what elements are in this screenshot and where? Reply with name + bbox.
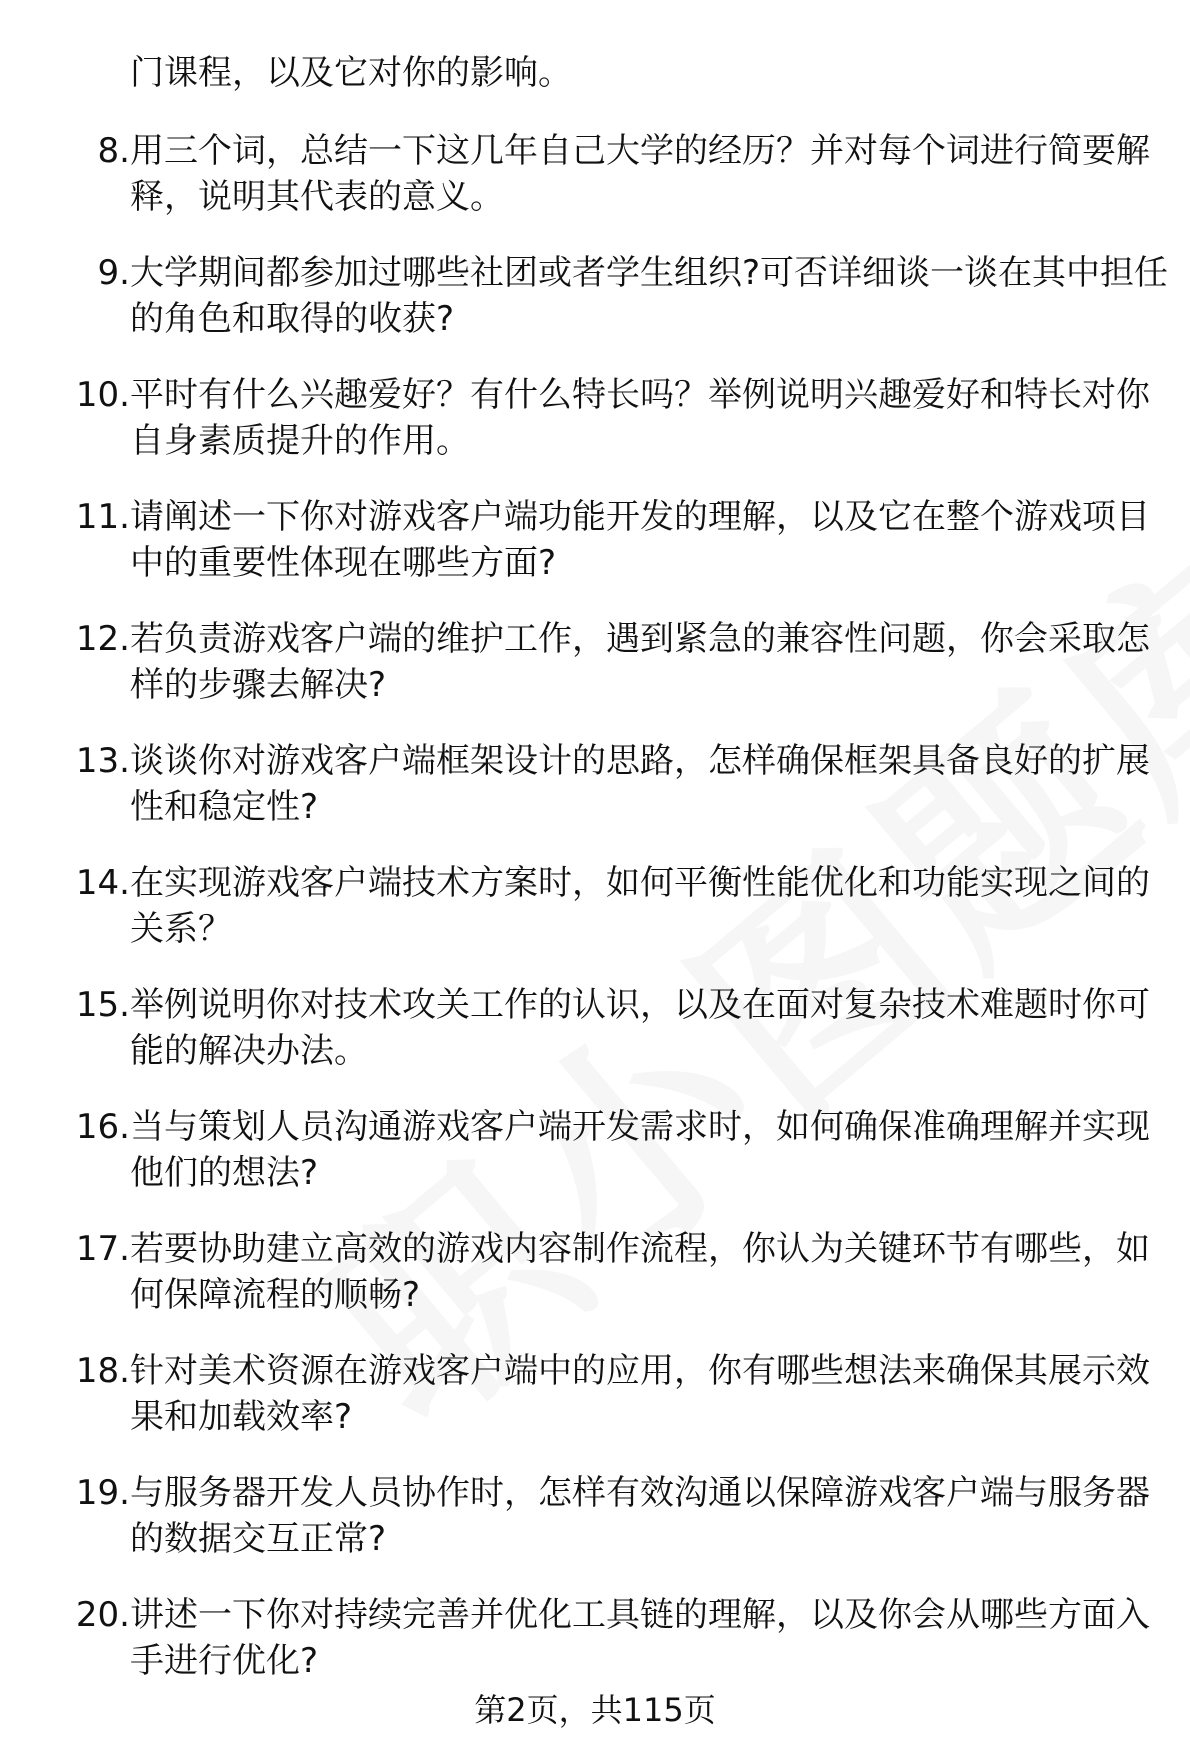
question-item xyxy=(0,738,1190,860)
question-number: 18. xyxy=(75,1351,130,1391)
question-item xyxy=(0,982,1190,1104)
question-text: 若负责游戏客户端的维护工作，遇到紧急的兼容性问题，你会采取怎样的步骤去解决? xyxy=(130,619,1150,705)
question-number: 14. xyxy=(75,863,130,903)
question-number: 12. xyxy=(75,619,130,659)
question-item xyxy=(0,1470,1190,1592)
question-item xyxy=(0,1348,1190,1470)
question-number: 19. xyxy=(75,1473,130,1513)
question-number: 9. xyxy=(97,253,130,293)
question-item xyxy=(0,250,1190,372)
question-item xyxy=(0,616,1190,738)
question-text: 请阐述一下你对游戏客户端功能开发的理解，以及它在整个游戏项目中的重要性体现在哪些方面? xyxy=(130,497,1150,583)
question-item xyxy=(0,1104,1190,1226)
question-text: 与服务器开发人员协作时，怎样有效沟通以保障游戏客户端与服务器的数据交互正常? xyxy=(130,1473,1150,1559)
question-item xyxy=(0,494,1190,616)
question-text: 大学期间都参加过哪些社团或者学生组织?可否详细谈一谈在其中担任的角色和取得的收获? xyxy=(130,253,1169,339)
question-item xyxy=(0,1226,1190,1348)
question-number: 8. xyxy=(97,131,130,171)
page-footer: 第2页，共115页 xyxy=(474,1691,716,1729)
question-number: 17. xyxy=(75,1229,130,1269)
question-number: 10. xyxy=(75,375,130,415)
question-number: 16. xyxy=(75,1107,130,1147)
question-text: 当与策划人员沟通游戏客户端开发需求时，如何确保准确理解并实现他们的想法? xyxy=(130,1107,1150,1193)
question-item xyxy=(0,372,1190,494)
question-text: 平时有什么兴趣爱好？有什么特长吗？举例说明兴趣爱好和特长对你自身素质提升的作用。 xyxy=(130,375,1150,461)
continued-text: 门课程，以及它对你的影响。 xyxy=(130,53,572,93)
question-text: 针对美术资源在游戏客户端中的应用，你有哪些想法来确保其展示效果和加载效率? xyxy=(130,1351,1150,1437)
question-number: 20. xyxy=(75,1595,130,1635)
question-item xyxy=(0,128,1190,250)
question-list xyxy=(0,128,1190,1714)
question-text: 谈谈你对游戏客户端框架设计的思路，怎样确保框架具备良好的扩展性和稳定性? xyxy=(130,741,1150,827)
question-text: 在实现游戏客户端技术方案时，如何平衡性能优化和功能实现之间的关系？ xyxy=(130,863,1150,949)
question-item xyxy=(0,860,1190,982)
question-text: 举例说明你对技术攻关工作的认识，以及在面对复杂技术难题时你可能的解决办法。 xyxy=(130,985,1150,1071)
question-text: 若要协助建立高效的游戏内容制作流程，你认为关键环节有哪些，如何保障流程的顺畅? xyxy=(130,1229,1150,1315)
question-text: 讲述一下你对持续完善并优化工具链的理解，以及你会从哪些方面入手进行优化? xyxy=(130,1595,1150,1681)
question-number: 13. xyxy=(75,741,130,781)
question-number: 15. xyxy=(75,985,130,1025)
question-text: 用三个词，总结一下这几年自己大学的经历？并对每个词进行简要解释，说明其代表的意义。 xyxy=(130,131,1150,217)
question-number: 11. xyxy=(75,497,130,537)
